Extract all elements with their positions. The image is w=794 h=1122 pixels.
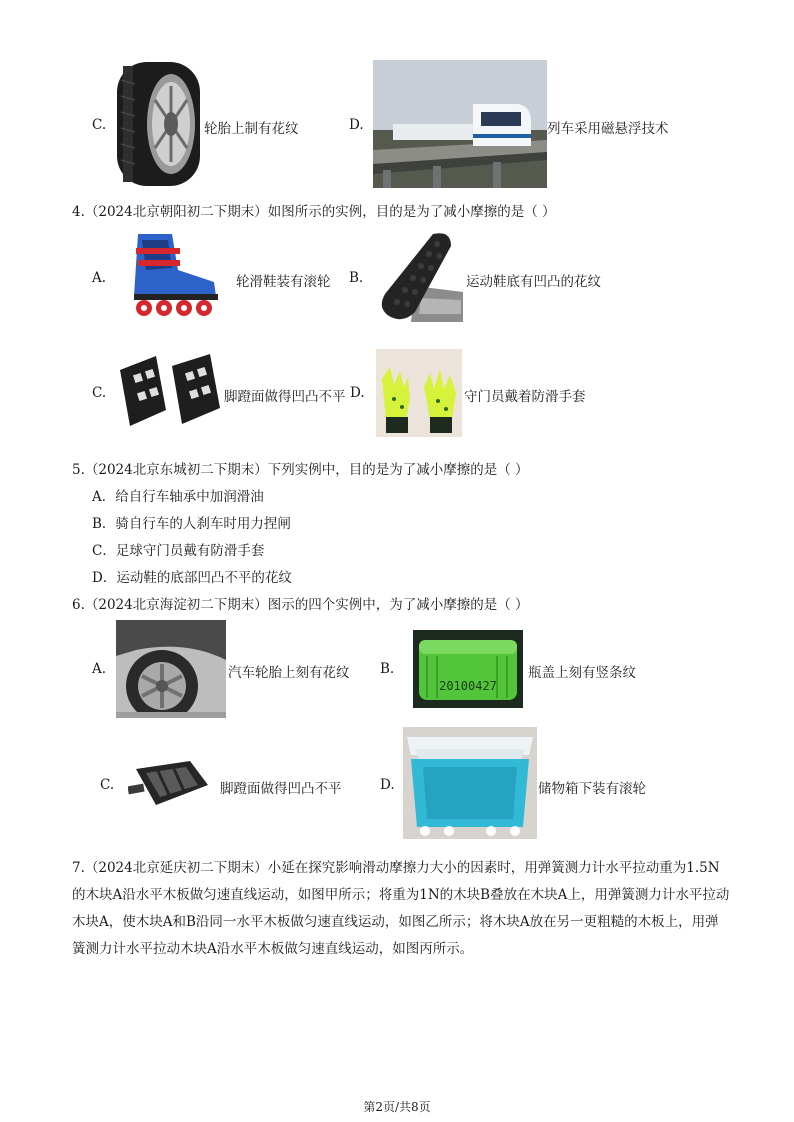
q6-option-a-letter: A. [92,661,107,677]
q5-option-c: C．足球守门员戴有防滑手套 [92,543,265,559]
q5-stem: 5.（2024北京东城初二下期末）下列实例中，目的是为了减小摩擦的是（ ） [72,462,529,478]
q4-option-a-caption: 轮滑鞋装有滚轮 [236,274,331,290]
q6-option-c-letter: C. [100,777,115,793]
q4-option-d-caption: 守门员戴着防滑手套 [464,389,586,405]
q3-option-c-letter: C. [92,117,107,133]
q4-roller-skate-image [124,230,222,318]
q6-bottle-cap-image [413,630,523,708]
q6-pedal-image [128,755,214,815]
q4-option-c-letter: C. [92,385,107,401]
q5-option-b: B．骑自行车的人刹车时用力捏闸 [92,516,291,532]
q4-shoe-sole-image [375,228,465,324]
q4-option-b-caption: 运动鞋底有凹凸的花纹 [466,274,601,290]
q4-pedal-image [116,350,224,434]
q6-option-b-letter: B. [380,661,395,677]
q7-text: 7.（2024北京延庆初二下期末）小延在探究影响滑动摩擦力大小的因素时，用弹簧测力计水平拉动重为1.5N的木块A沿水平木板做匀速直线运动，如图甲所示；将重为1N的木块B叠放在木块A上，用弹簧测力计水平拉动木块A，使木块A和B沿同一水平木板做匀速直线运动，如图乙所示；将木块A放在另一更粗糙的木板上，用弹簧测力计水平拉动木块A沿水平木板做匀速直线运动，如图丙所示。 [72,860,730,957]
q3-maglev-train-image [373,60,547,188]
q4-option-c-caption: 脚蹬面做得凹凸不平 [224,389,346,405]
q5-option-a: A．给自行车轴承中加润滑油 [92,489,264,505]
q6-bottle-cap-print: 20100427 [439,679,497,693]
q6-option-a-caption: 汽车轮胎上刻有花纹 [228,665,350,681]
q4-stem: 4.（2024北京朝阳初二下期末）如图所示的实例，目的是为了减小摩擦的是（ ） [72,204,556,220]
q6-storage-box-image [403,727,537,839]
q4-goalkeeper-gloves-image [376,349,462,437]
q3-tire-image [115,60,202,188]
q3-option-d-letter: D. [349,117,364,133]
q5-option-d: D．运动鞋的底部凹凸不平的花纹 [92,570,292,586]
q6-option-d-letter: D. [380,777,395,793]
q6-option-d-caption: 储物箱下装有滚轮 [538,781,646,797]
q4-option-d-letter: D. [350,385,365,401]
q6-car-tire-image [116,620,226,718]
q3-option-c-caption: 轮胎上制有花纹 [204,121,299,137]
q6-option-b-caption: 瓶盖上刻有竖条纹 [528,665,636,681]
q4-option-a-letter: A. [92,270,107,286]
page-footer: 第2页/共8页 [363,1100,431,1114]
q3-option-d-caption: 列车采用磁悬浮技术 [547,121,669,137]
q4-option-b-letter: B. [349,270,364,286]
q6-stem: 6.（2024北京海淀初二下期末）图示的四个实例中，为了减小摩擦的是（ ） [72,597,529,613]
q6-option-c-caption: 脚蹬面做得凹凸不平 [220,781,342,797]
